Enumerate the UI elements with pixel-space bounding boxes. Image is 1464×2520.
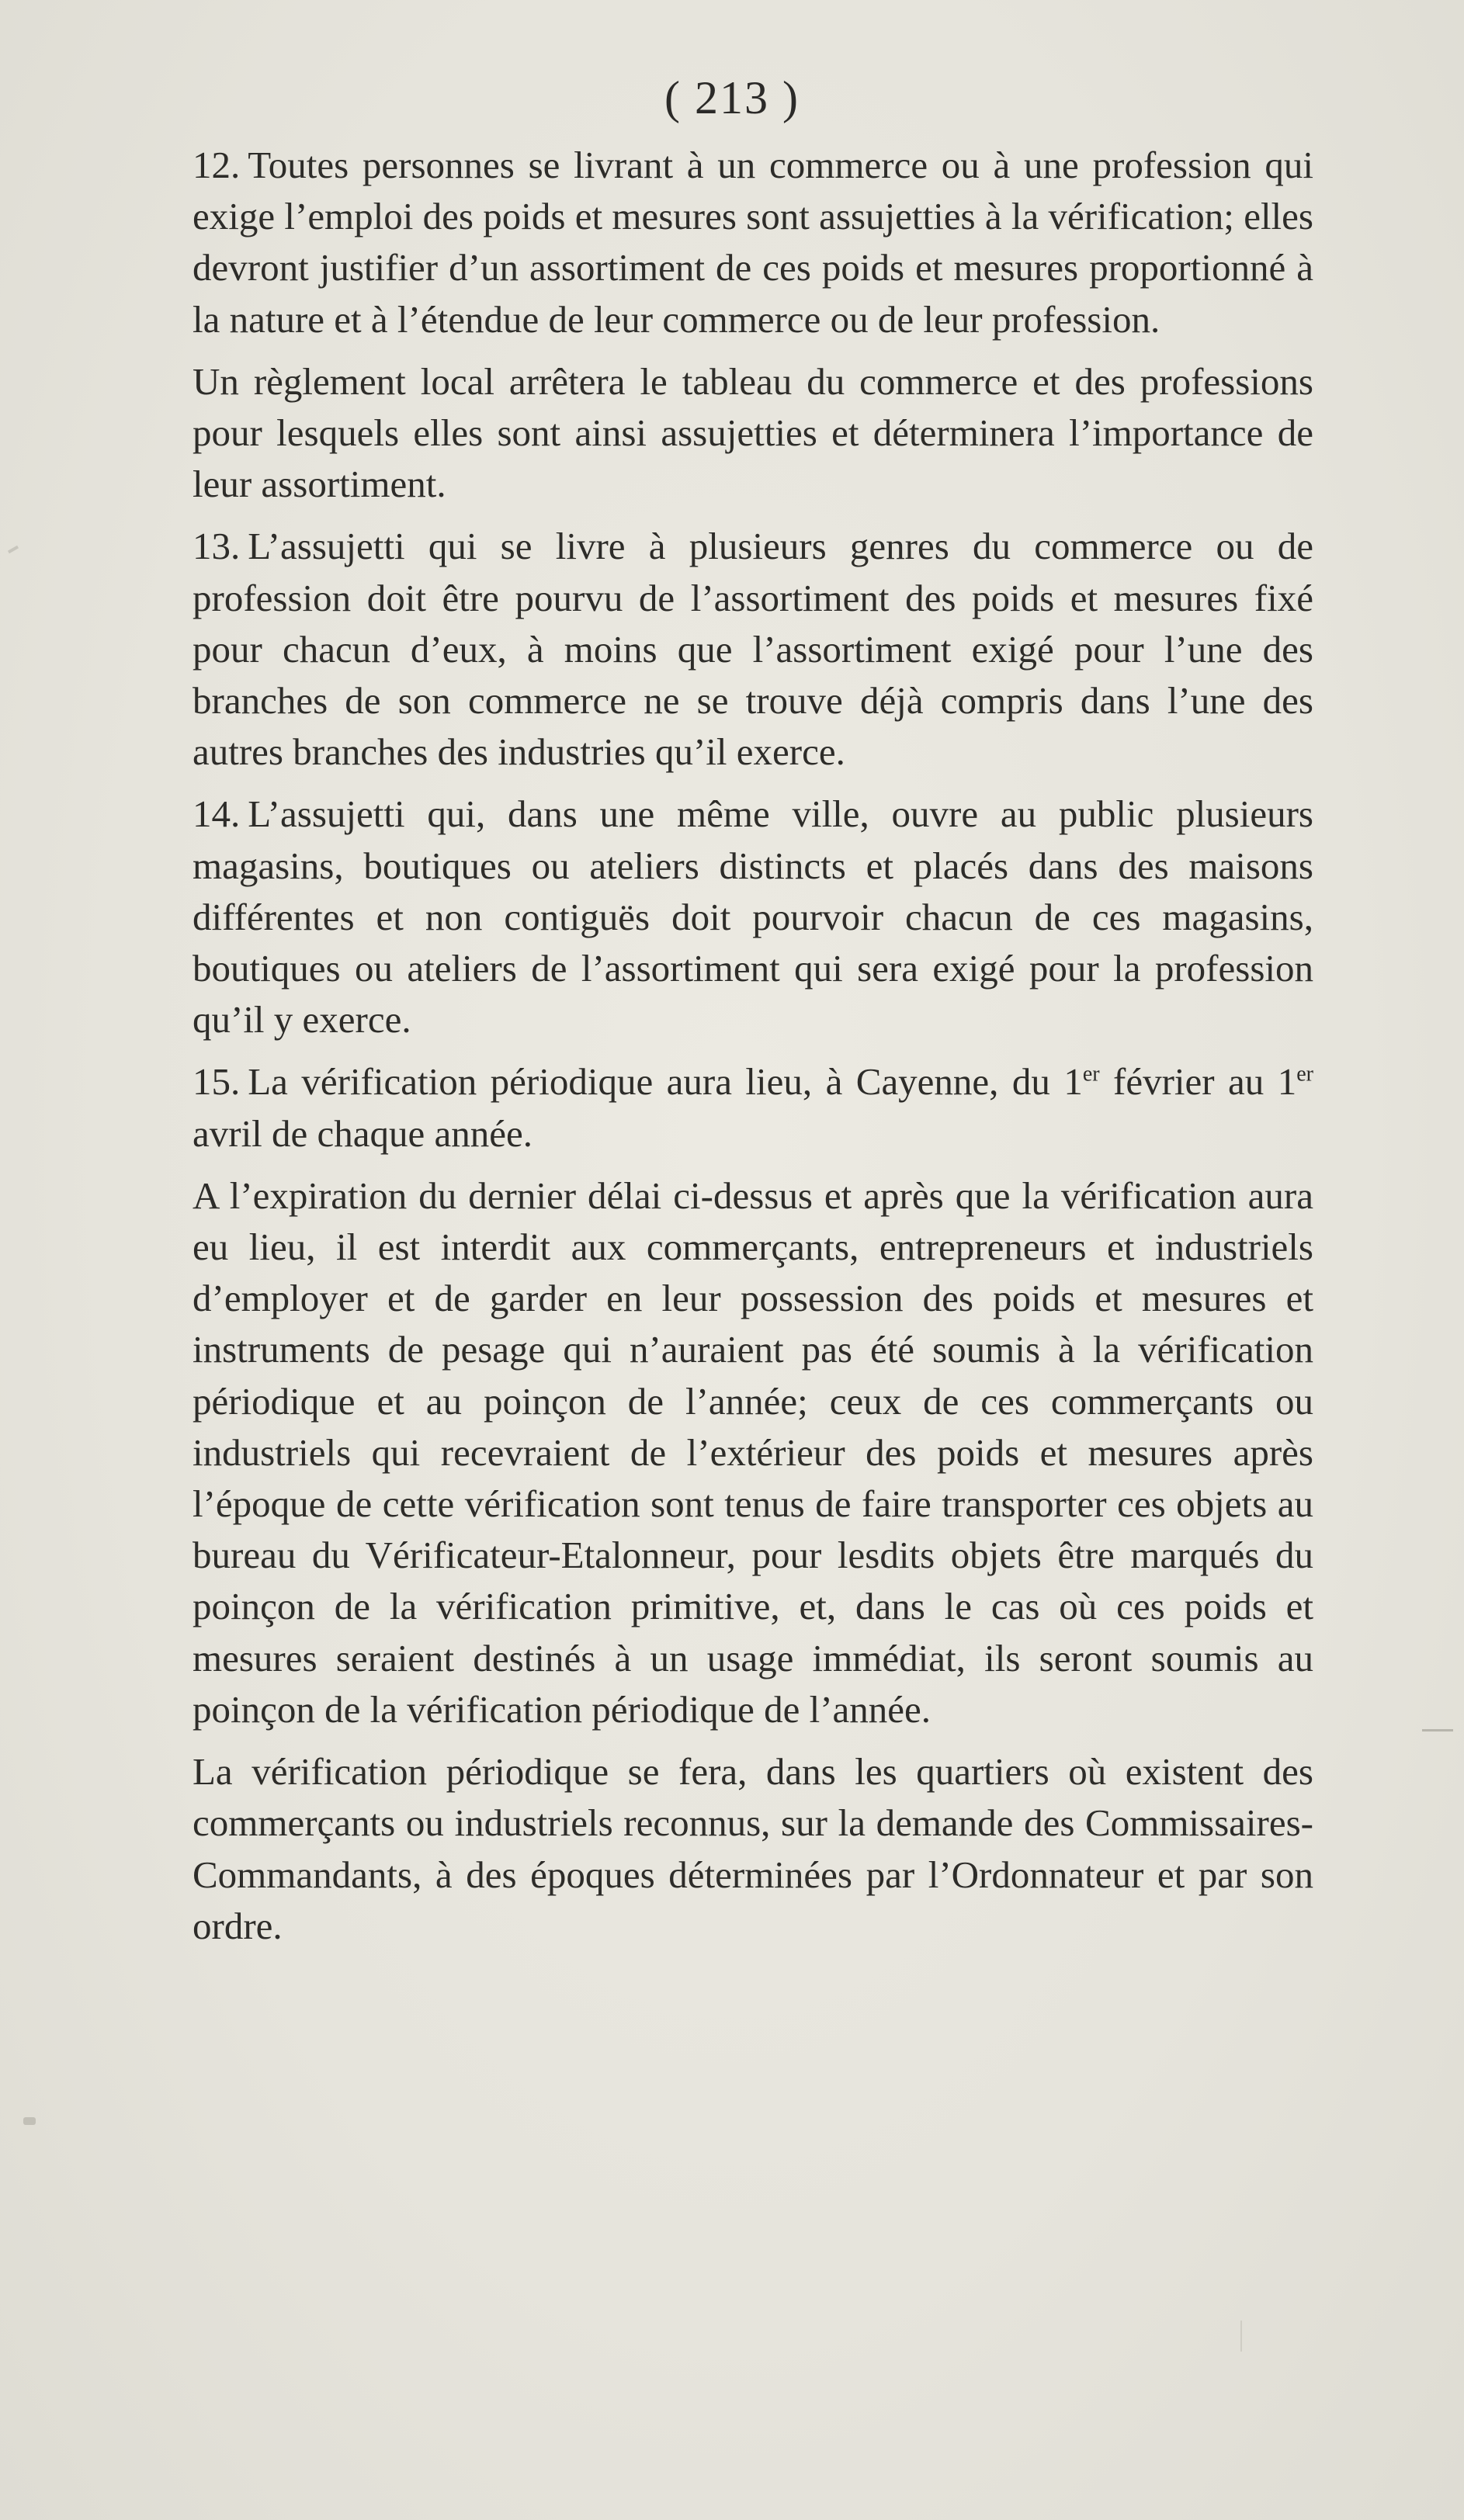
margin-mark	[23, 2117, 36, 2125]
article-15-final-paragraph	[193, 1746, 1313, 1952]
article-12-continuation-paragraph	[193, 356, 1313, 511]
article-text: Toutes personnes se livrant à un commerce ou à une profession qui exige l’emploi des poids et mesures sont assujetties à la vérification; elles devront justifier d’un assortiment de ces poids et mesures proportionné à la nature et à l’étendue de leur commerce ou de leur profession.	[193, 144, 1313, 341]
margin-mark	[1240, 2321, 1242, 2352]
article-text-part: février au 1	[1099, 1060, 1297, 1104]
margin-mark	[1422, 1729, 1453, 1731]
article-text: L’assujetti qui se livre à plusieurs genres du commerce ou de profession doit être pourvu de l’assortiment des poids et mesures fixé pour chacun d’eux, à moins que l’assortiment exigé pour l’une des branches de son commerce ne se trouve déjà compris dans l’une des autres branches des industries qu’il exerce.	[193, 525, 1313, 774]
margin-mark	[8, 546, 19, 553]
article-number: 12.	[193, 144, 241, 186]
article-text: Un règlement local arrêtera le tableau du commerce et des professions pour lesquels elles sont ainsi assujetties et déterminera l’importance de leur assortiment.	[193, 359, 1313, 506]
page-number-header: ( 213 )	[664, 72, 800, 123]
article-text: L’assujetti qui, dans une même ville, ouvre au public plusieurs magasins, boutiques ou ateliers distincts et placés dans des maisons différentes et non contiguës doit pourvoir chacun de ces magasins, boutiques ou ateliers de l’assortiment qui sera exigé pour la profession qu’il y exerce.	[193, 792, 1313, 1042]
article-number: 14.	[193, 792, 241, 836]
article-13-paragraph	[193, 521, 1313, 778]
article-12-paragraph	[193, 140, 1313, 345]
article-text-part: La vérification périodique aura lieu, à Cayenne, du 1	[248, 1060, 1083, 1104]
article-text-part: avril de chaque année.	[193, 1111, 533, 1155]
superscript-er: er	[1082, 1062, 1100, 1087]
article-number: 15.	[193, 1060, 241, 1104]
article-number: 13.	[193, 525, 241, 568]
article-text: A l’expiration du dernier délai ci-dessus et après que la vérification aura eu lieu, il est interdit aux commerçants, entrepreneurs et industriels d’employer et de garder en leur possession des poids et mesures et instruments de pesage qui n’auraient pas été soumis à la vérification périodique et au poinçon de l’année; ceux de ces commerçants ou industriels qui recevraient de l’extérieur des poids et mesures après l’époque de cette vérification sont tenus de faire transporter ces objets au bureau du Vérificateur-Etalonneur, pour lesdits objets être marqués du poinçon de la vérification primitive, et, dans le cas où ces poids et mesures seraient destinés à un usage immédiat, ils seront soumis au poinçon de la vérification périodique de l’année.	[193, 1173, 1313, 1731]
article-text: La vérification périodique se fera, dans les quartiers où existent des commerçants ou industriels reconnus, sur la demande des Commissaires-Commandants, à des époques déterminées par l’Ordonnateur et par son ordre.	[193, 1750, 1313, 1947]
superscript-er: er	[1296, 1062, 1314, 1087]
article-15-paragraph	[193, 1056, 1313, 1159]
article-15-continuation-paragraph	[193, 1170, 1313, 1735]
article-14-paragraph	[193, 789, 1313, 1045]
body-text	[193, 140, 1313, 1963]
